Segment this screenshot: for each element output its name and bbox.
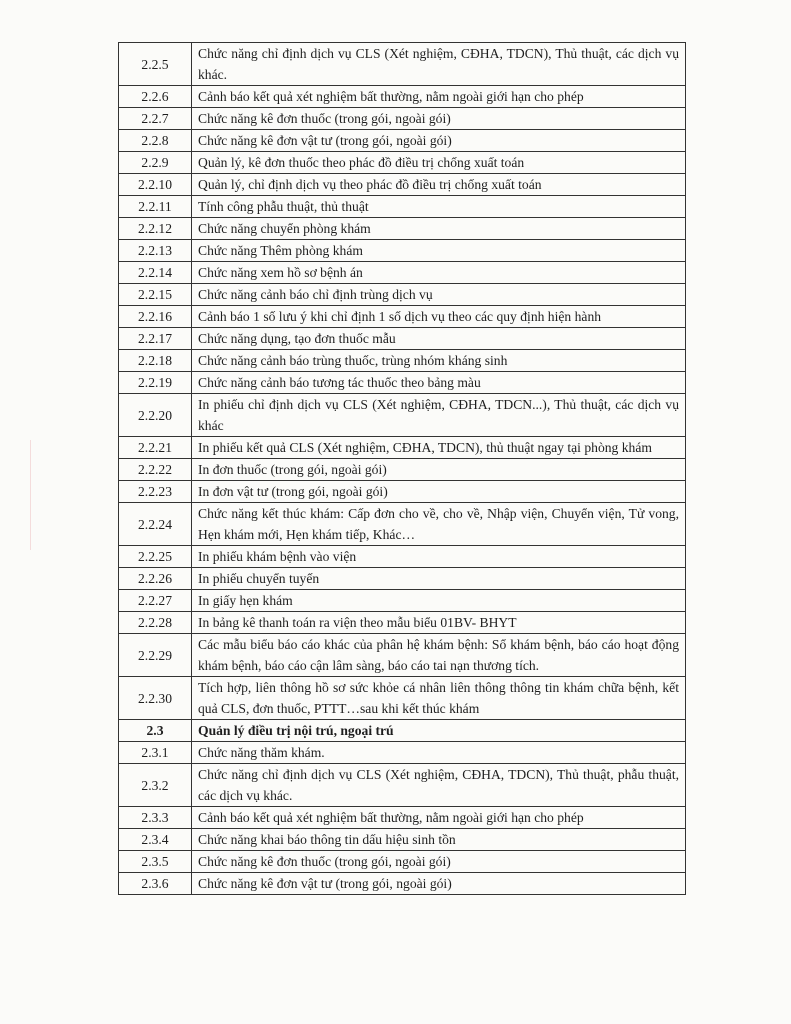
row-description: In đơn vật tư (trong gói, ngoài gói) [192, 481, 686, 503]
row-number: 2.2.15 [119, 284, 192, 306]
row-description: Tích hợp, liên thông hồ sơ sức khỏe cá nhân liên thông thông tin khám chữa bệnh, kết quả CLS, đơn thuốc, PTTT…sau khi kết thúc khám [192, 677, 686, 720]
table-row [119, 807, 686, 829]
row-description: Chức năng xem hồ sơ bệnh án [192, 262, 686, 284]
row-description: In phiếu chỉ định dịch vụ CLS (Xét nghiệm, CĐHA, TDCN...), Thủ thuật, các dịch vụ khác [192, 394, 686, 437]
row-number: 2.2.5 [119, 43, 192, 86]
row-description: In phiếu kết quả CLS (Xét nghiệm, CĐHA, TDCN), thủ thuật ngay tại phòng khám [192, 437, 686, 459]
row-number: 2.2.24 [119, 503, 192, 546]
row-description: Cảnh báo kết quả xét nghiệm bất thường, nằm ngoài giới hạn cho phép [192, 807, 686, 829]
row-description: In giấy hẹn khám [192, 590, 686, 612]
row-description: In bảng kê thanh toán ra viện theo mẫu biểu 01BV- BHYT [192, 612, 686, 634]
row-number: 2.2.7 [119, 108, 192, 130]
row-number: 2.2.27 [119, 590, 192, 612]
table-row [119, 677, 686, 720]
table-row [119, 262, 686, 284]
table-row [119, 328, 686, 350]
row-number: 2.2.29 [119, 634, 192, 677]
row-description: Chức năng kê đơn thuốc (trong gói, ngoài gói) [192, 108, 686, 130]
function-table-body [119, 43, 686, 895]
row-number: 2.2.25 [119, 546, 192, 568]
row-description: Chức năng chỉ định dịch vụ CLS (Xét nghiệm, CĐHA, TDCN), Thủ thuật, phẫu thuật, các dịch vụ khác. [192, 764, 686, 807]
table-row [119, 130, 686, 152]
table-row [119, 196, 686, 218]
row-number: 2.3 [119, 720, 192, 742]
table-row [119, 764, 686, 807]
row-description: Chức năng kê đơn thuốc (trong gói, ngoài gói) [192, 851, 686, 873]
row-number: 2.2.18 [119, 350, 192, 372]
row-description: Chức năng chuyển phòng khám [192, 218, 686, 240]
table-row [119, 590, 686, 612]
table-row [119, 350, 686, 372]
row-number: 2.3.6 [119, 873, 192, 895]
row-number: 2.3.1 [119, 742, 192, 764]
table-row [119, 437, 686, 459]
row-description: Chức năng Thêm phòng khám [192, 240, 686, 262]
margin-stamp-mark [30, 440, 45, 550]
row-number: 2.2.11 [119, 196, 192, 218]
row-number: 2.2.9 [119, 152, 192, 174]
row-number: 2.2.10 [119, 174, 192, 196]
row-description: In đơn thuốc (trong gói, ngoài gói) [192, 459, 686, 481]
table-row [119, 372, 686, 394]
function-table [118, 42, 686, 895]
table-row [119, 218, 686, 240]
row-number: 2.2.26 [119, 568, 192, 590]
row-description: In phiếu khám bệnh vào viện [192, 546, 686, 568]
row-description: Chức năng dụng, tạo đơn thuốc mẫu [192, 328, 686, 350]
row-number: 2.2.22 [119, 459, 192, 481]
row-description: Chức năng cảnh báo trùng thuốc, trùng nhóm kháng sinh [192, 350, 686, 372]
row-description: Cảnh báo 1 số lưu ý khi chỉ định 1 số dịch vụ theo các quy định hiện hành [192, 306, 686, 328]
table-row [119, 634, 686, 677]
table-row [119, 459, 686, 481]
row-description: Chức năng kết thúc khám: Cấp đơn cho về, cho về, Nhập viện, Chuyển viện, Tử vong, Hẹn khám mới, Hẹn khám tiếp, Khác… [192, 503, 686, 546]
table-row [119, 174, 686, 196]
table-row [119, 43, 686, 86]
row-number: 2.2.21 [119, 437, 192, 459]
row-number: 2.2.12 [119, 218, 192, 240]
row-description: Chức năng thăm khám. [192, 742, 686, 764]
row-number: 2.2.19 [119, 372, 192, 394]
row-number: 2.2.28 [119, 612, 192, 634]
table-row [119, 394, 686, 437]
table-row [119, 612, 686, 634]
table-row [119, 503, 686, 546]
row-description: Quản lý, chỉ định dịch vụ theo phác đồ điều trị chống xuất toán [192, 174, 686, 196]
table-row [119, 86, 686, 108]
row-number: 2.2.20 [119, 394, 192, 437]
row-description: Chức năng chỉ định dịch vụ CLS (Xét nghiệm, CĐHA, TDCN), Thủ thuật, các dịch vụ khác. [192, 43, 686, 86]
row-number: 2.2.14 [119, 262, 192, 284]
row-number: 2.2.13 [119, 240, 192, 262]
row-number: 2.3.3 [119, 807, 192, 829]
table-row [119, 851, 686, 873]
table-row [119, 873, 686, 895]
row-description: Chức năng cảnh báo tương tác thuốc theo bảng màu [192, 372, 686, 394]
row-number: 2.2.23 [119, 481, 192, 503]
row-number: 2.3.5 [119, 851, 192, 873]
row-number: 2.3.4 [119, 829, 192, 851]
table-row [119, 568, 686, 590]
row-description: Chức năng cảnh báo chỉ định trùng dịch vụ [192, 284, 686, 306]
row-number: 2.2.30 [119, 677, 192, 720]
row-description: In phiếu chuyển tuyến [192, 568, 686, 590]
row-description: Cảnh báo kết quả xét nghiệm bất thường, nằm ngoài giới hạn cho phép [192, 86, 686, 108]
table-row [119, 284, 686, 306]
row-number: 2.2.17 [119, 328, 192, 350]
table-row [119, 829, 686, 851]
row-description: Quản lý điều trị nội trú, ngoại trú [192, 720, 686, 742]
row-description: Các mẫu biểu báo cáo khác của phân hệ khám bệnh: Sổ khám bệnh, báo cáo hoạt động khám bệnh, báo cáo cận lâm sàng, báo cáo tai nạn thương tích. [192, 634, 686, 677]
table-row [119, 152, 686, 174]
row-description: Chức năng kê đơn vật tư (trong gói, ngoài gói) [192, 130, 686, 152]
row-number: 2.2.16 [119, 306, 192, 328]
table-row [119, 742, 686, 764]
table-row [119, 720, 686, 742]
row-number: 2.2.6 [119, 86, 192, 108]
table-row [119, 108, 686, 130]
row-description: Quản lý, kê đơn thuốc theo phác đồ điều trị chống xuất toán [192, 152, 686, 174]
row-description: Chức năng khai báo thông tin dấu hiệu sinh tồn [192, 829, 686, 851]
row-description: Tính công phẫu thuật, thủ thuật [192, 196, 686, 218]
table-row [119, 546, 686, 568]
table-row [119, 306, 686, 328]
row-number: 2.2.8 [119, 130, 192, 152]
row-description: Chức năng kê đơn vật tư (trong gói, ngoài gói) [192, 873, 686, 895]
table-row [119, 240, 686, 262]
row-number: 2.3.2 [119, 764, 192, 807]
table-row [119, 481, 686, 503]
